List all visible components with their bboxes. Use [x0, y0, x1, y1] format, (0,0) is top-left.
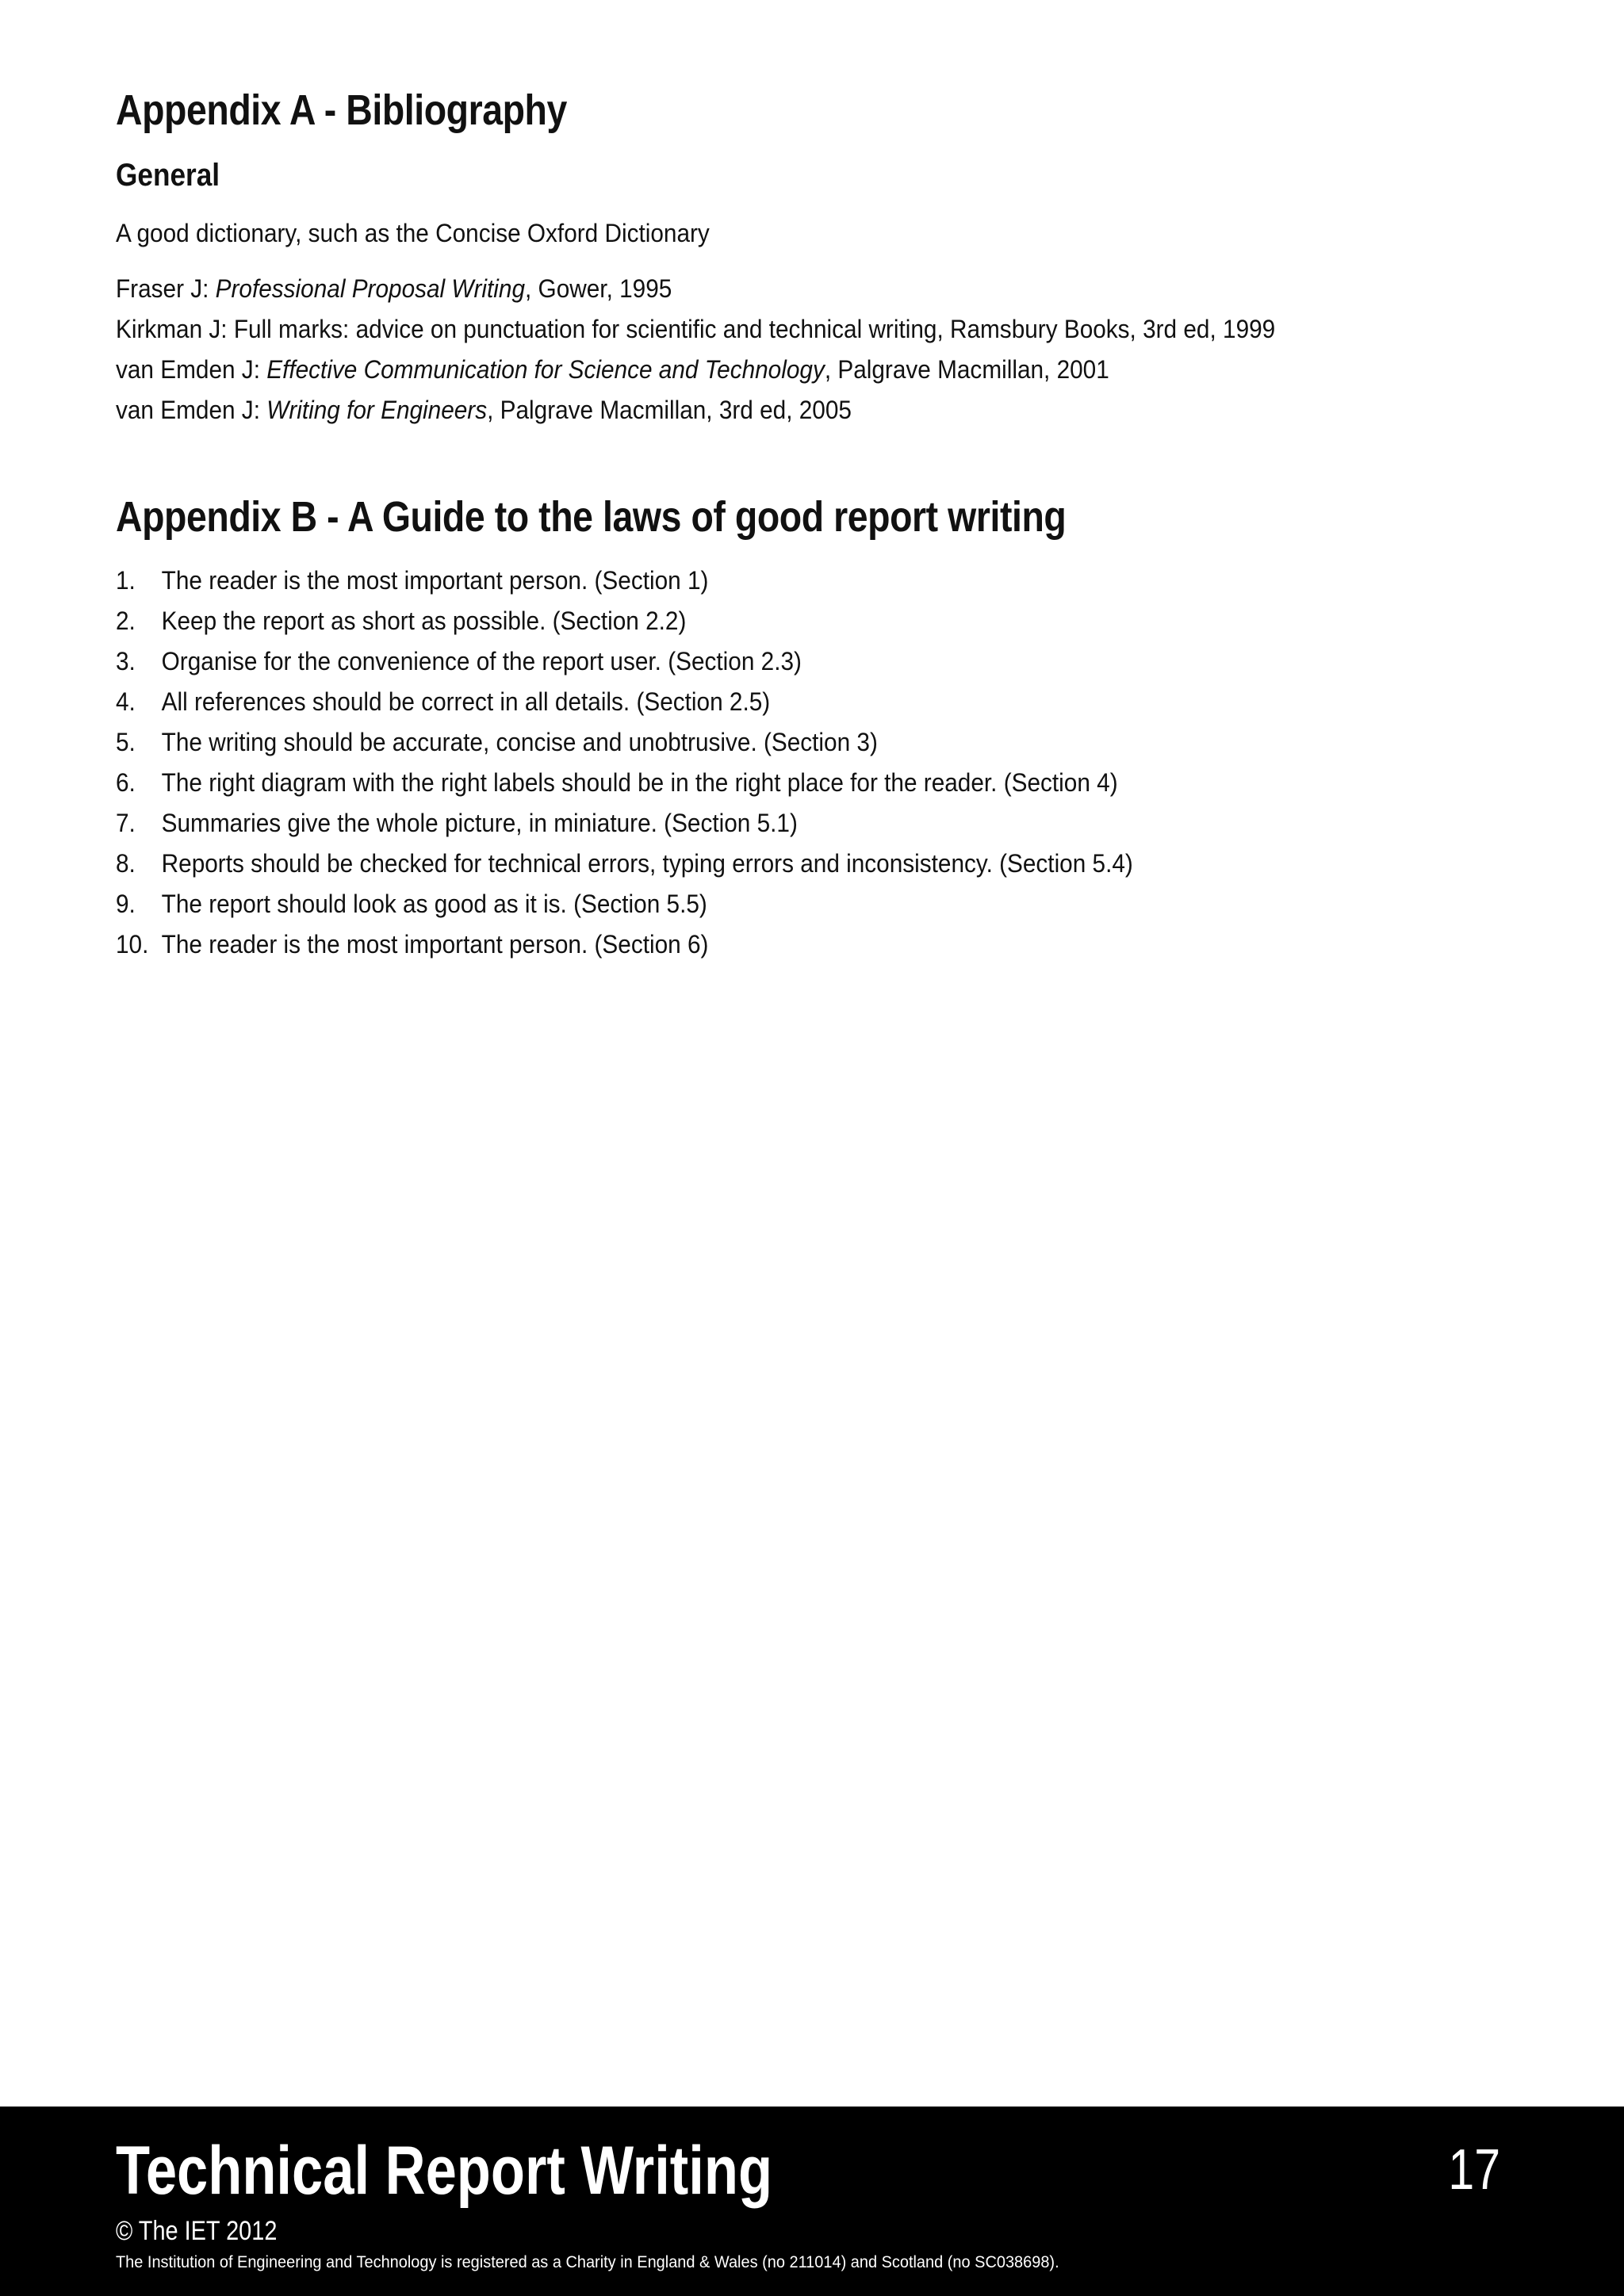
document-title: Technical Report Writing	[116, 2133, 773, 2209]
ref-details: , Palgrave Macmillan, 3rd ed, 2005	[487, 396, 852, 425]
list-number: 2.	[116, 606, 136, 635]
ref-author: Kirkman J:	[116, 315, 234, 344]
ref-author: van Emden J:	[116, 355, 267, 385]
list-text: Organise for the convenience of the report user. (Section 2.3)	[161, 646, 802, 675]
ref-author: Fraser J:	[116, 274, 216, 304]
dictionary-note: A good dictionary, such as the Concise Oxford Dictionary	[116, 219, 710, 248]
list-number: 7.	[116, 808, 136, 837]
list-text: The reader is the most important person. (Section 1)	[161, 565, 709, 595]
list-text: Summaries give the whole picture, in miniature. (Section 5.1)	[161, 808, 798, 837]
ref-details: , Palgrave Macmillan, 2001	[824, 355, 1109, 385]
bibliography-entry	[116, 350, 1428, 390]
ref-details: Full marks: advice on punctuation for scientific and technical writing, Ramsbury Books, 3rd ed, 1999	[233, 315, 1276, 344]
list-text: The writing should be accurate, concise and unobtrusive. (Section 3)	[161, 727, 878, 756]
list-item	[116, 722, 1428, 763]
list-text: The report should look as good as it is. (Section 5.5)	[161, 889, 707, 918]
bibliography-entry	[116, 309, 1428, 350]
ref-title: Writing for Engineers	[266, 396, 488, 425]
list-text: The reader is the most important person. (Section 6)	[161, 929, 709, 959]
list-number: 4.	[116, 687, 136, 716]
list-number: 10.	[116, 929, 149, 959]
ref-title: Professional Proposal Writing	[215, 274, 526, 304]
list-item	[116, 803, 1428, 844]
list-item	[116, 601, 1428, 641]
list-item	[116, 641, 1428, 682]
list-text: Keep the report as short as possible. (Section 2.2)	[161, 606, 687, 635]
list-number: 3.	[116, 646, 136, 675]
page-number: 17	[1448, 2138, 1500, 2202]
list-item	[116, 844, 1428, 884]
ref-details: , Gower, 1995	[525, 274, 672, 304]
page-content	[116, 87, 1527, 965]
page-footer	[0, 2107, 1624, 2296]
ref-title: Effective Communication for Science and Technology	[266, 355, 825, 385]
copyright-notice: © The IET 2012	[116, 2216, 278, 2246]
list-text: The right diagram with the right labels should be in the right place for the reader. (Section 4)	[161, 767, 1118, 797]
list-text: Reports should be checked for technical errors, typing errors and inconsistency. (Section 5.4)	[161, 848, 1133, 878]
list-number: 6.	[116, 767, 136, 797]
general-subheading: General	[116, 158, 220, 193]
bibliography-entry	[116, 269, 1428, 309]
bibliography-entry	[116, 390, 1428, 430]
list-item	[116, 561, 1428, 601]
bibliography-list	[116, 269, 1527, 430]
list-item	[116, 763, 1428, 803]
list-number: 9.	[116, 889, 136, 918]
appendix-b-heading: Appendix B - A Guide to the laws of good report writing	[116, 493, 1067, 541]
list-number: 1.	[116, 565, 136, 595]
appendix-a-heading: Appendix A - Bibliography	[116, 86, 567, 134]
list-number: 5.	[116, 727, 136, 756]
list-item	[116, 924, 1428, 965]
charity-notice: The Institution of Engineering and Technology is registered as a Charity in England & Wales (no 211014) and Scotland (no SC038698).	[116, 2253, 1059, 2271]
list-item	[116, 682, 1428, 722]
list-item	[116, 884, 1428, 924]
list-text: All references should be correct in all details. (Section 2.5)	[161, 687, 771, 716]
list-number: 8.	[116, 848, 136, 878]
ref-author: van Emden J:	[116, 396, 267, 425]
laws-list	[116, 561, 1527, 965]
